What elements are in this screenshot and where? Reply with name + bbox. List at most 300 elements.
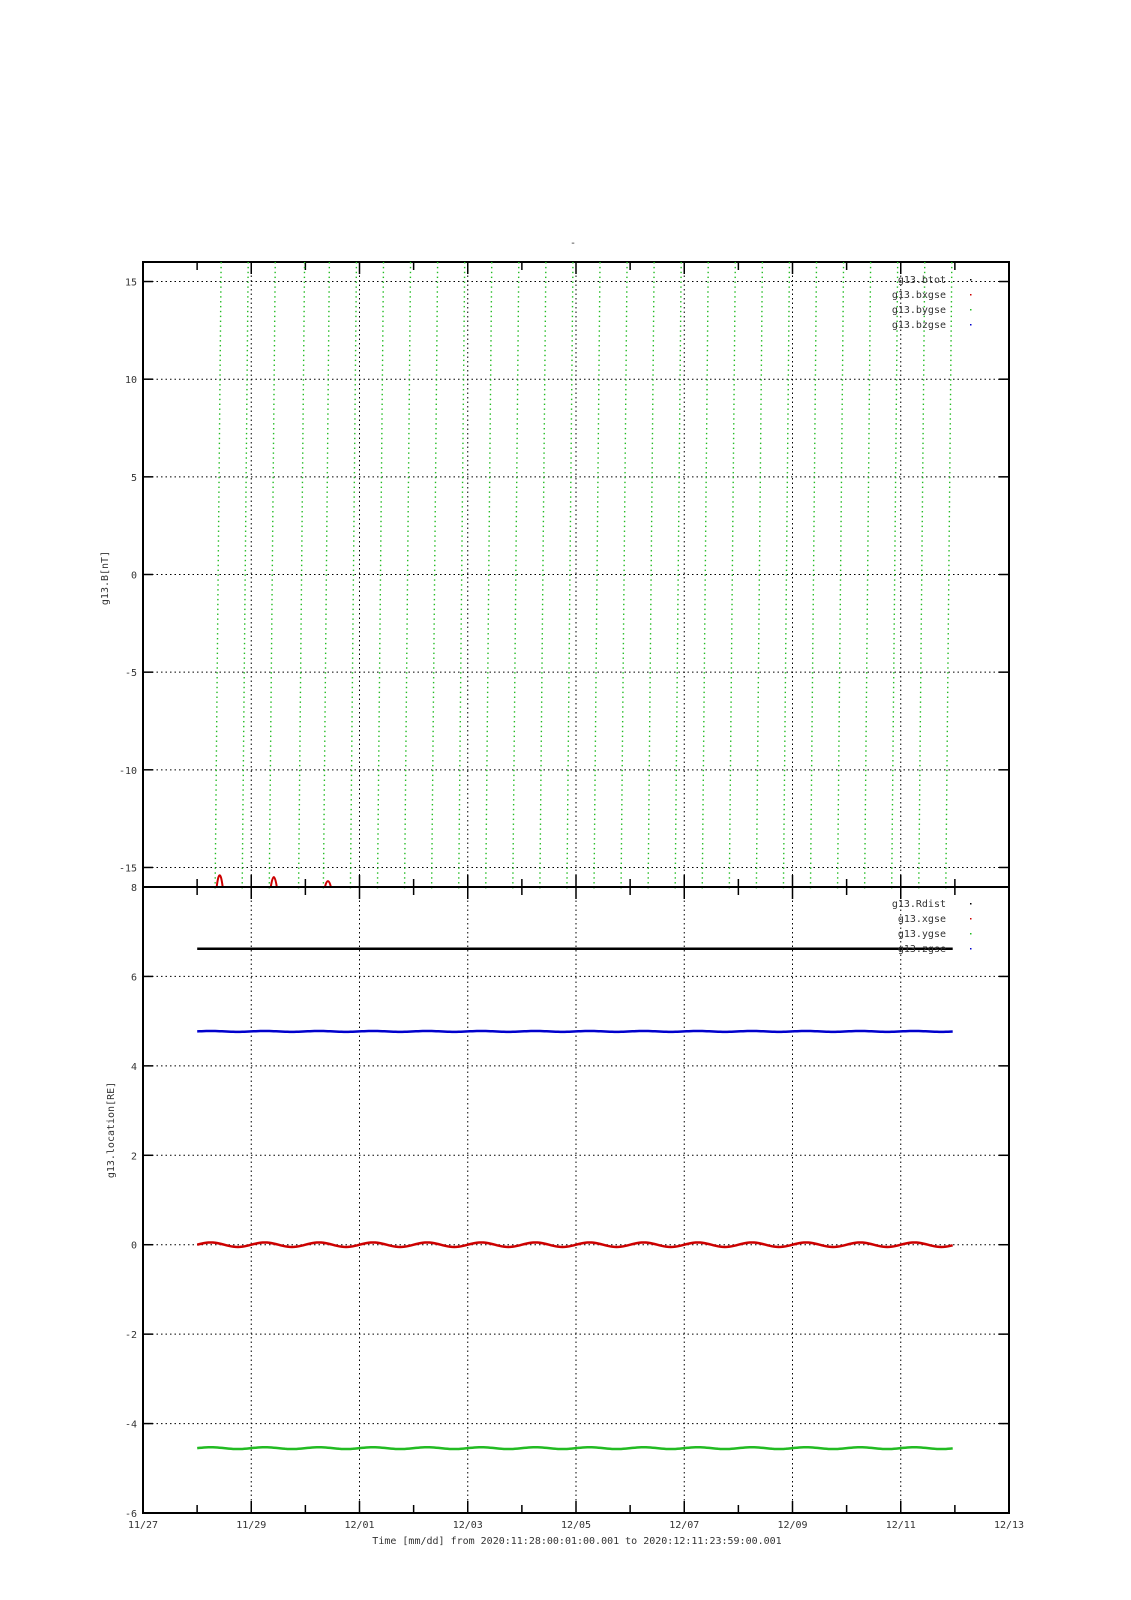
data-point — [275, 262, 276, 263]
data-point — [596, 599, 597, 600]
data-point — [434, 521, 435, 522]
data-point — [813, 594, 814, 595]
data-point — [270, 687, 271, 688]
data-point — [919, 750, 920, 751]
x-tick-label: 12/05 — [560, 1520, 592, 1531]
data-point — [598, 384, 599, 385]
data-point — [843, 282, 844, 283]
data-point — [486, 741, 487, 742]
data-point — [432, 804, 433, 805]
data-point — [949, 433, 950, 434]
data-point — [598, 423, 599, 424]
data-point — [919, 789, 920, 790]
data-point — [678, 496, 679, 497]
data-point — [597, 506, 598, 507]
data-point — [301, 604, 302, 605]
data-point — [328, 291, 329, 292]
data-point — [302, 457, 303, 458]
data-point — [323, 863, 324, 864]
data-point — [680, 321, 681, 322]
data-point — [870, 272, 871, 273]
data-point — [868, 457, 869, 458]
data-point — [704, 677, 705, 678]
data-point — [220, 301, 221, 302]
data-point — [675, 814, 676, 815]
data-point — [514, 716, 515, 717]
data-point — [895, 496, 896, 497]
data-point — [758, 662, 759, 663]
data-point — [734, 286, 735, 287]
data-point — [731, 633, 732, 634]
data-point — [486, 819, 487, 820]
data-point — [437, 306, 438, 307]
data-point — [299, 726, 300, 727]
data-point — [516, 531, 517, 532]
data-point — [382, 325, 383, 326]
data-point — [381, 418, 382, 419]
data-point — [270, 765, 271, 766]
data-point — [327, 408, 328, 409]
data-point — [948, 604, 949, 605]
data-point — [220, 355, 221, 356]
data-point — [842, 379, 843, 380]
data-point — [301, 575, 302, 576]
data-point — [540, 819, 541, 820]
data-point — [435, 506, 436, 507]
data-point — [271, 633, 272, 634]
data-point — [303, 360, 304, 361]
data-point — [381, 472, 382, 473]
data-point — [434, 545, 435, 546]
data-point — [218, 496, 219, 497]
data-point — [325, 594, 326, 595]
data-point — [865, 741, 866, 742]
data-point — [299, 755, 300, 756]
data-point — [544, 360, 545, 361]
data-point — [594, 824, 595, 825]
data-point — [381, 462, 382, 463]
data-point — [814, 477, 815, 478]
data-point — [272, 526, 273, 527]
data-point — [702, 882, 703, 883]
data-point — [621, 789, 622, 790]
data-point — [622, 667, 623, 668]
data-point — [220, 340, 221, 341]
data-point — [462, 457, 463, 458]
data-point — [676, 760, 677, 761]
data-point — [702, 858, 703, 859]
data-point — [436, 321, 437, 322]
data-point — [216, 745, 217, 746]
data-point — [460, 653, 461, 654]
data-point — [217, 658, 218, 659]
data-point — [541, 672, 542, 673]
y-tick-label: -15 — [118, 863, 137, 875]
data-point — [949, 452, 950, 453]
data-point — [705, 487, 706, 488]
data-point — [568, 697, 569, 698]
data-point — [328, 345, 329, 346]
data-point — [355, 321, 356, 322]
data-point — [951, 277, 952, 278]
data-point — [569, 633, 570, 634]
data-point — [460, 648, 461, 649]
bygse-sweep — [431, 262, 438, 888]
data-point — [488, 618, 489, 619]
bygse-sweep — [864, 262, 871, 888]
data-point — [464, 311, 465, 312]
data-point — [215, 867, 216, 868]
data-point — [837, 843, 838, 844]
data-point — [378, 775, 379, 776]
data-point — [431, 867, 432, 868]
data-point — [351, 760, 352, 761]
data-point — [785, 643, 786, 644]
data-point — [405, 736, 406, 737]
data-point — [838, 741, 839, 742]
series-line-ygse — [197, 1447, 953, 1449]
data-point — [678, 560, 679, 561]
data-point — [432, 780, 433, 781]
data-point — [895, 462, 896, 463]
data-point — [622, 741, 623, 742]
data-point — [621, 867, 622, 868]
data-point — [923, 389, 924, 390]
data-point — [945, 858, 946, 859]
data-point — [866, 628, 867, 629]
data-point — [461, 599, 462, 600]
data-point — [463, 404, 464, 405]
data-point — [675, 843, 676, 844]
data-point — [760, 477, 761, 478]
data-point — [864, 882, 865, 883]
data-point — [568, 682, 569, 683]
data-point — [868, 506, 869, 507]
data-point — [812, 692, 813, 693]
data-point — [623, 570, 624, 571]
data-point — [865, 775, 866, 776]
data-point — [434, 526, 435, 527]
data-point — [946, 794, 947, 795]
data-point — [461, 579, 462, 580]
data-point — [921, 535, 922, 536]
data-point — [703, 765, 704, 766]
data-point — [245, 531, 246, 532]
data-point — [381, 487, 382, 488]
data-point — [219, 389, 220, 390]
data-point — [705, 496, 706, 497]
data-point — [622, 711, 623, 712]
data-point — [247, 365, 248, 366]
data-point — [946, 799, 947, 800]
data-point — [651, 491, 652, 492]
data-point — [651, 516, 652, 517]
data-point — [921, 579, 922, 580]
data-point — [761, 345, 762, 346]
data-point — [756, 877, 757, 878]
data-point — [625, 448, 626, 449]
data-point — [572, 267, 573, 268]
data-point — [812, 623, 813, 624]
data-point — [760, 408, 761, 409]
data-point — [434, 560, 435, 561]
data-point — [923, 413, 924, 414]
data-point — [680, 277, 681, 278]
data-point — [324, 755, 325, 756]
data-point — [275, 267, 276, 268]
data-point — [542, 609, 543, 610]
data-point — [327, 477, 328, 478]
data-point — [351, 780, 352, 781]
data-point — [652, 438, 653, 439]
data-point — [788, 301, 789, 302]
data-point — [842, 301, 843, 302]
data-point — [491, 267, 492, 268]
data-point — [733, 394, 734, 395]
data-point — [652, 379, 653, 380]
data-point — [568, 721, 569, 722]
data-point — [596, 623, 597, 624]
data-point — [756, 882, 757, 883]
data-point — [436, 325, 437, 326]
data-point — [706, 428, 707, 429]
data-point — [435, 477, 436, 478]
data-point — [543, 482, 544, 483]
data-point — [812, 648, 813, 649]
data-point — [706, 443, 707, 444]
data-point — [327, 487, 328, 488]
data-point — [842, 306, 843, 307]
data-point — [594, 828, 595, 829]
data-point — [762, 267, 763, 268]
data-point — [461, 540, 462, 541]
data-point — [243, 726, 244, 727]
data-point — [216, 701, 217, 702]
data-point — [922, 496, 923, 497]
data-point — [842, 394, 843, 395]
data-point — [946, 819, 947, 820]
data-point — [572, 311, 573, 312]
bygse-sweep — [674, 262, 681, 888]
data-point — [301, 545, 302, 546]
data-point — [434, 555, 435, 556]
data-point — [543, 448, 544, 449]
data-point — [921, 609, 922, 610]
data-point — [597, 452, 598, 453]
data-point — [893, 716, 894, 717]
data-point — [893, 687, 894, 688]
data-point — [648, 799, 649, 800]
data-point — [814, 501, 815, 502]
data-point — [543, 438, 544, 439]
data-point — [756, 848, 757, 849]
data-point — [733, 433, 734, 434]
data-point — [299, 770, 300, 771]
data-point — [405, 745, 406, 746]
data-point — [489, 452, 490, 453]
data-point — [436, 311, 437, 312]
data-point — [405, 780, 406, 781]
data-point — [703, 745, 704, 746]
data-point — [788, 374, 789, 375]
data-point — [220, 345, 221, 346]
data-point — [706, 457, 707, 458]
data-point — [353, 540, 354, 541]
data-point — [625, 404, 626, 405]
data-point — [647, 882, 648, 883]
data-point — [757, 731, 758, 732]
data-point — [810, 858, 811, 859]
data-point — [838, 770, 839, 771]
data-point — [487, 731, 488, 732]
data-point — [514, 677, 515, 678]
data-point — [485, 867, 486, 868]
data-point — [757, 784, 758, 785]
data-point — [433, 643, 434, 644]
data-point — [894, 599, 895, 600]
data-point — [653, 340, 654, 341]
data-point — [409, 399, 410, 400]
data-point — [870, 286, 871, 287]
data-point — [837, 882, 838, 883]
data-point — [379, 667, 380, 668]
data-point — [919, 819, 920, 820]
data-point — [815, 379, 816, 380]
data-point — [704, 584, 705, 585]
legend-label-btot: g13.btot — [897, 275, 946, 286]
data-point — [245, 511, 246, 512]
data-point — [462, 428, 463, 429]
data-point — [487, 667, 488, 668]
data-point — [837, 877, 838, 878]
data-point — [648, 824, 649, 825]
data-point — [270, 731, 271, 732]
data-point — [215, 804, 216, 805]
data-point — [892, 819, 893, 820]
data-point — [919, 799, 920, 800]
data-point — [381, 452, 382, 453]
data-point — [518, 301, 519, 302]
data-point — [514, 701, 515, 702]
data-point — [302, 448, 303, 449]
data-point — [621, 863, 622, 864]
data-point — [326, 560, 327, 561]
data-point — [432, 765, 433, 766]
data-point — [460, 682, 461, 683]
data-point — [838, 809, 839, 810]
data-point — [732, 540, 733, 541]
data-point — [216, 721, 217, 722]
data-point — [946, 838, 947, 839]
data-point — [677, 589, 678, 590]
data-point — [218, 511, 219, 512]
data-point — [891, 867, 892, 868]
data-point — [489, 438, 490, 439]
data-point — [810, 882, 811, 883]
data-point — [328, 384, 329, 385]
data-point — [382, 379, 383, 380]
data-point — [329, 262, 330, 263]
data-point — [354, 491, 355, 492]
data-point — [436, 316, 437, 317]
data-point — [922, 487, 923, 488]
data-point — [761, 360, 762, 361]
data-point — [730, 711, 731, 712]
data-point — [515, 565, 516, 566]
data-point — [702, 794, 703, 795]
data-point — [920, 692, 921, 693]
data-point — [897, 301, 898, 302]
data-point — [300, 687, 301, 688]
data-point — [542, 628, 543, 629]
data-point — [243, 750, 244, 751]
data-point — [486, 745, 487, 746]
data-point — [517, 428, 518, 429]
data-point — [649, 726, 650, 727]
data-point — [783, 828, 784, 829]
data-point — [568, 736, 569, 737]
data-point — [218, 555, 219, 556]
data-point — [866, 672, 867, 673]
data-point — [408, 413, 409, 414]
data-point — [377, 833, 378, 834]
data-point — [355, 296, 356, 297]
data-point — [599, 330, 600, 331]
data-point — [595, 692, 596, 693]
data-point — [324, 716, 325, 717]
data-point — [704, 648, 705, 649]
data-point — [892, 765, 893, 766]
legend-label-bxgse: g13.bxgse — [891, 290, 946, 301]
data-point — [947, 672, 948, 673]
data-point — [621, 794, 622, 795]
data-point — [761, 311, 762, 312]
data-point — [838, 784, 839, 785]
data-point — [543, 526, 544, 527]
data-point — [545, 311, 546, 312]
data-point — [570, 482, 571, 483]
data-point — [242, 877, 243, 878]
data-point — [246, 374, 247, 375]
data-point — [842, 355, 843, 356]
data-point — [433, 701, 434, 702]
data-point — [323, 882, 324, 883]
data-point — [788, 330, 789, 331]
data-point — [621, 809, 622, 810]
data-point — [891, 853, 892, 854]
data-point — [842, 384, 843, 385]
data-point — [653, 277, 654, 278]
data-point — [353, 516, 354, 517]
data-point — [866, 677, 867, 678]
data-point — [786, 545, 787, 546]
data-point — [757, 701, 758, 702]
data-point — [677, 638, 678, 639]
data-point — [758, 653, 759, 654]
data-point — [865, 799, 866, 800]
data-point — [568, 716, 569, 717]
data-point — [920, 701, 921, 702]
data-point — [675, 809, 676, 810]
data-point — [300, 667, 301, 668]
data-point — [271, 667, 272, 668]
data-point — [869, 379, 870, 380]
data-point — [595, 755, 596, 756]
data-point — [301, 579, 302, 580]
data-point — [352, 633, 353, 634]
data-point — [382, 360, 383, 361]
data-point — [702, 872, 703, 873]
